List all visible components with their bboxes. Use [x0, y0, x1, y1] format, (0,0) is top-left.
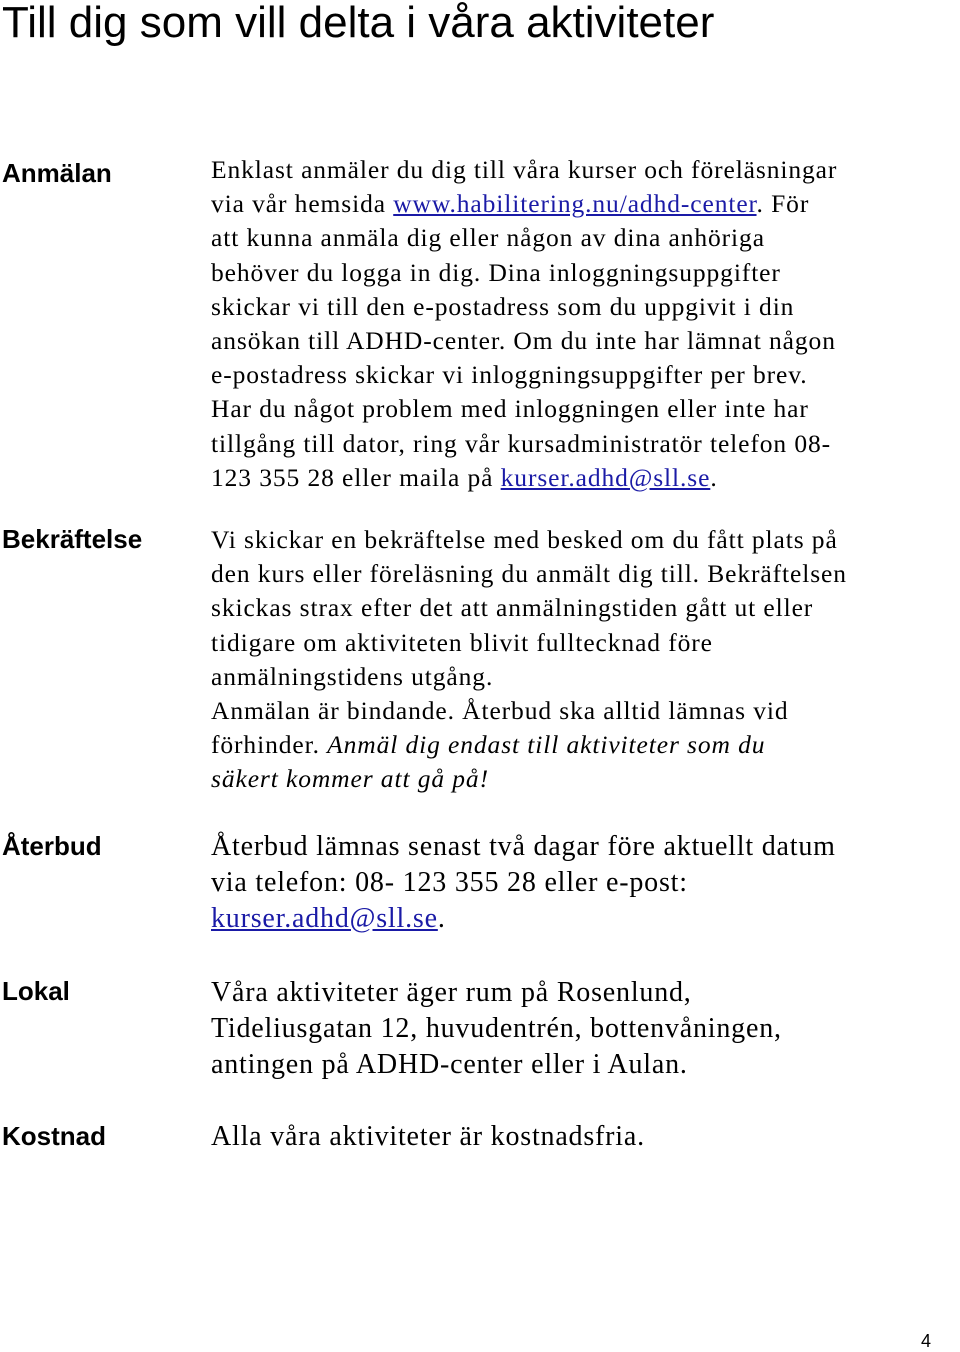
emphasis-text: Anmäl dig endast till aktiviteter som du — [327, 730, 766, 760]
section-label-aterbud: Återbud — [2, 831, 102, 861]
text-line: e-postadress skickar vi inloggningsuppgifter per brev. — [211, 360, 808, 390]
website-link[interactable]: www.habilitering.nu/adhd-center — [393, 189, 757, 219]
text-line: via telefon: 08- 123 355 28 eller e-post: — [211, 867, 688, 898]
email-link[interactable]: kurser.adhd@sll.se — [500, 462, 711, 492]
section-text-bekraftelse — [211, 523, 956, 797]
text-line: Alla våra aktiviteter är kostnadsfria. — [211, 1121, 645, 1152]
text-line: Har du något problem med inloggningen eller inte har — [211, 394, 809, 424]
section-text-anmalan — [211, 153, 956, 495]
text-line — [211, 728, 956, 762]
text-line: skickar vi till den e-postadress som du uppgivit i din — [211, 291, 795, 321]
section-label-lokal: Lokal — [2, 976, 70, 1006]
text-line: Återbud lämnas senast två dagar före aktuellt datum — [211, 831, 836, 862]
text-line: ansökan till ADHD-center. Om du inte har lämnat någon — [211, 326, 836, 356]
text-line: den kurs eller föreläsning du anmält dig till. Bekräftelsen — [211, 559, 847, 589]
emphasis-text: säkert kommer att gå på! — [211, 764, 489, 794]
text-line — [211, 187, 956, 221]
section-text-aterbud — [211, 829, 956, 937]
text-fragment: . För — [756, 189, 810, 219]
text-line: tillgång till dator, ring vår kursadministratör telefon 08- — [211, 428, 832, 458]
text-fragment: förhinder. — [211, 730, 328, 760]
text-line: antingen på ADHD-center eller i Aulan. — [211, 1049, 688, 1080]
text-line: skickas strax efter det att anmälningstiden gått ut eller — [211, 593, 814, 623]
text-line: Tideliusgatan 12, huvudentrén, bottenvåningen, — [211, 1013, 782, 1044]
text-fragment: . — [437, 903, 446, 934]
section-label-kostnad: Kostnad — [2, 1121, 106, 1151]
text-line: anmälningstidens utgång. — [211, 661, 494, 691]
text-fragment: 123 355 28 eller maila på — [211, 462, 501, 492]
page-title: Till dig som vill delta i våra aktiviteter — [2, 0, 715, 47]
section-label-anmalan: Anmälan — [2, 158, 112, 188]
text-line — [211, 901, 956, 937]
text-line: behöver du logga in dig. Dina inloggningsuppgifter — [211, 257, 781, 287]
text-line — [211, 461, 956, 495]
section-text-kostnad — [211, 1119, 956, 1155]
text-line: Våra aktiviteter äger rum på Rosenlund, — [211, 977, 692, 1008]
section-text-lokal — [211, 975, 956, 1083]
section-label-bekraftelse: Bekräftelse — [2, 524, 143, 554]
page-number: 4 — [921, 1331, 932, 1351]
text-line: Anmälan är bindande. Återbud ska alltid lämnas vid — [211, 696, 789, 726]
text-line: Vi skickar en bekräftelse med besked om du fått plats på — [211, 525, 838, 554]
text-line: att kunna anmäla dig eller någon av dina anhöriga — [211, 223, 765, 253]
text-fragment: . — [710, 462, 718, 492]
text-line: tidigare om aktiviteten blivit fulltecknad före — [211, 627, 713, 657]
text-line: Enklast anmäler du dig till våra kurser och föreläsningar — [211, 155, 838, 184]
text-fragment: via vår hemsida — [211, 189, 394, 219]
email-link[interactable]: kurser.adhd@sll.se — [211, 903, 438, 934]
